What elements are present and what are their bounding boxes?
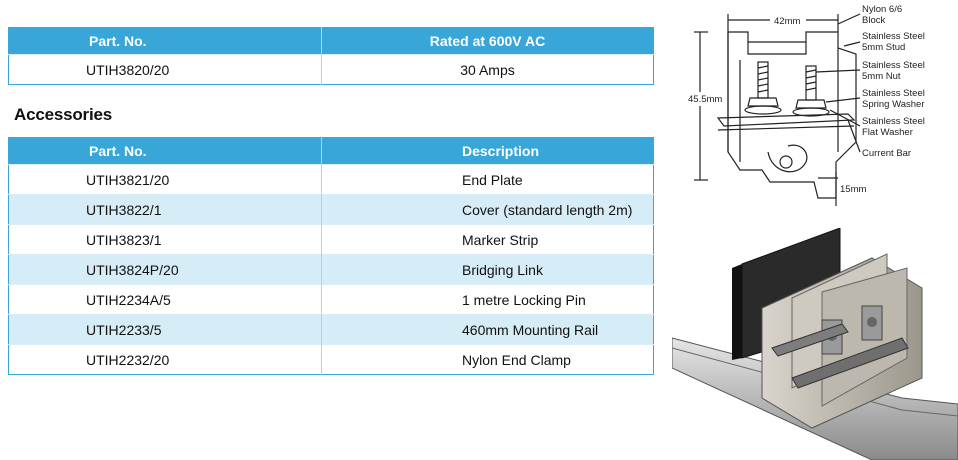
dim-width-label: 42mm	[774, 16, 801, 27]
header-description: Description	[322, 138, 654, 165]
description-cell: Cover (standard length 2m)	[322, 195, 654, 225]
part-number-cell: UTIH2233/5	[9, 315, 322, 345]
table-row	[9, 165, 654, 195]
part-number-cell: UTIH3821/20	[9, 165, 322, 195]
dim-depth-label: 15mm	[840, 184, 867, 195]
part-number-cell: UTIH3822/1	[9, 195, 322, 225]
callout-flat-washer-line2: Flat Washer	[862, 127, 913, 138]
header-part-no: Part. No.	[9, 28, 322, 55]
header-part-no: Part. No.	[9, 138, 322, 165]
callout-stud-line1: Stainless Steel	[862, 31, 925, 42]
part-number-cell: UTIH3823/1	[9, 225, 322, 255]
callout-nut-line2: 5mm Nut	[862, 71, 901, 82]
part-number-cell: UTIH3824P/20	[9, 255, 322, 285]
table-row	[9, 345, 654, 375]
accessories-header-row	[9, 138, 654, 165]
description-cell: 1 metre Locking Pin	[322, 285, 654, 315]
table-row	[9, 255, 654, 285]
header-rating: Rated at 600V AC	[322, 28, 654, 55]
description-cell: 460mm Mounting Rail	[322, 315, 654, 345]
callout-nut-line1: Stainless Steel	[862, 60, 925, 71]
callout-spring-washer-line1: Stainless Steel	[862, 88, 925, 99]
dim-height-label: 45.5mm	[688, 94, 723, 105]
description-cell: Marker Strip	[322, 225, 654, 255]
part-number-cell: UTIH2232/20	[9, 345, 322, 375]
table-row	[9, 55, 654, 85]
description-cell: End Plate	[322, 165, 654, 195]
table-row	[9, 315, 654, 345]
accessories-heading: Accessories	[14, 105, 112, 124]
description-cell: Nylon End Clamp	[322, 345, 654, 375]
callout-spring-washer-line2: Spring Washer	[862, 99, 925, 110]
table-row	[9, 195, 654, 225]
callout-current-bar: Current Bar	[862, 148, 912, 159]
rating-cell: 30 Amps	[322, 55, 654, 85]
callout-block-line2: Block	[862, 15, 886, 26]
terminal-block-drawing	[688, 2, 956, 212]
part-number-cell: UTIH3820/20	[9, 55, 322, 85]
rating-table	[8, 27, 654, 85]
table-row	[9, 285, 654, 315]
part-number-cell: UTIH2234A/5	[9, 285, 322, 315]
callout-flat-washer-line1: Stainless Steel	[862, 116, 925, 127]
description-cell: Bridging Link	[322, 255, 654, 285]
accessories-table	[8, 137, 654, 375]
table-row	[9, 225, 654, 255]
callout-stud-line2: 5mm Stud	[862, 42, 906, 53]
callout-block-line1: Nylon 6/6	[862, 4, 903, 15]
rating-header-row	[9, 28, 654, 55]
terminal-block-photo	[672, 228, 958, 460]
